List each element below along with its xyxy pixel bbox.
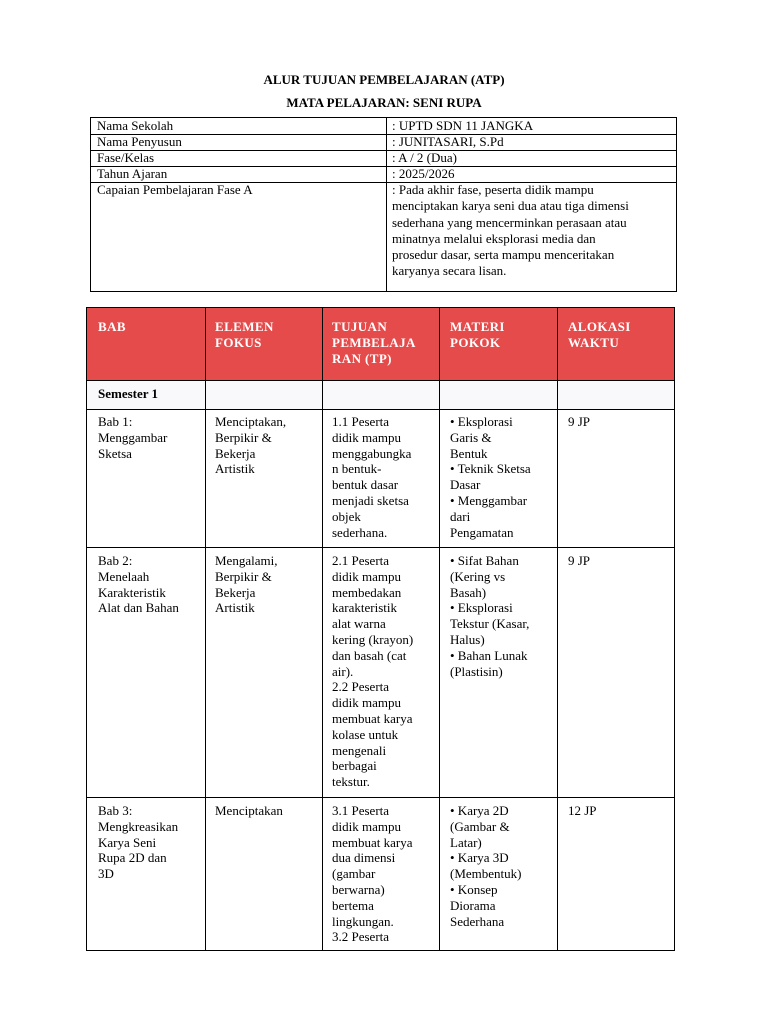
row2-waktu: 9 JP <box>568 553 591 568</box>
row-divider <box>87 547 674 548</box>
info-row-cp <box>91 182 676 292</box>
cp-line: prosedur dasar, serta mampu menceritakan <box>392 247 615 263</box>
header-line: ALOKASI <box>568 319 631 334</box>
info-row-school <box>91 118 676 135</box>
info-label: Nama Penyusun <box>97 134 182 149</box>
info-table <box>90 117 677 292</box>
row3-bab: Bab 3: Mengkreasikan Karya Seni Rupa 2D dan 3D <box>98 803 179 882</box>
header-line: ELEMEN <box>215 319 274 334</box>
row2-tujuan: 2.1 Peserta didik mampu membedakan karakteristik alat warna kering (krayon) dan basah (cat air). 2.2 Peserta didik mampu membuat karya kolase untuk mengenali berbagai tekstur. <box>332 553 414 790</box>
header-line: TUJUAN <box>332 319 388 334</box>
info-label: Tahun Ajaran <box>97 166 168 181</box>
info-label: Nama Sekolah <box>97 118 174 133</box>
row3-tujuan: 3.1 Peserta didik mampu membuat karya dua dimensi (gambar berwarna) bertema lingkungan. 3.2 Peserta <box>332 803 413 945</box>
row1-waktu: 9 JP <box>568 414 591 429</box>
semester-label: Semester 1 <box>98 386 159 401</box>
header-line: MATERI <box>450 319 505 334</box>
row3-elemen: Menciptakan <box>215 803 283 818</box>
header-bab <box>98 319 126 335</box>
column-divider <box>557 308 558 950</box>
header-line: PEMBELAJA <box>332 335 416 350</box>
row3-waktu: 12 JP <box>568 803 597 818</box>
row1-elemen: Menciptakan, Berpikir & Bekerja Artistik <box>215 414 287 477</box>
info-row-author <box>91 134 676 151</box>
cp-line: minatnya melalui eksplorasi media dan <box>392 230 596 246</box>
row2-bab: Bab 2: Menelaah Karakteristik Alat dan Bahan <box>98 553 179 616</box>
row2-elemen: Mengalami, Berpikir & Bekerja Artistik <box>215 553 278 616</box>
info-label: Capaian Pembelajaran Fase A <box>97 182 253 197</box>
info-value: : UPTD SDN 11 JANGKA <box>392 118 534 133</box>
header-alokasi <box>568 319 631 351</box>
header-line: POKOK <box>450 335 501 350</box>
header-line: BAB <box>98 319 126 334</box>
header-tujuan <box>332 319 416 367</box>
header-line: RAN (TP) <box>332 351 392 366</box>
semester-row-bg <box>87 381 674 409</box>
info-value: : JUNITASARI, S.Pd <box>392 134 504 149</box>
info-row-class <box>91 150 676 167</box>
document-subtitle: MATA PELAJARAN: SENI RUPA <box>286 95 482 110</box>
row-divider <box>87 797 674 798</box>
row-divider <box>87 409 674 410</box>
column-divider <box>439 308 440 950</box>
document-title: ALUR TUJUAN PEMBELAJARAN (ATP) <box>263 72 505 87</box>
cp-line: karyanya secara lisan. <box>392 263 507 279</box>
header-line: FOKUS <box>215 335 262 350</box>
cp-line: sederhana yang mencerminkan perasaan atau <box>392 214 627 230</box>
info-row-year <box>91 166 676 183</box>
info-value: : 2025/2026 <box>392 166 455 181</box>
row1-bab: Bab 1: Menggambar Sketsa <box>98 414 168 461</box>
column-divider <box>322 308 323 950</box>
info-value-cp <box>392 182 670 280</box>
header-line: WAKTU <box>568 335 620 350</box>
row1-materi: • Eksplorasi Garis & Bentuk • Teknik Sketsa Dasar • Menggambar dari Pengamatan <box>450 414 531 540</box>
cp-line: : Pada akhir fase, peserta didik mampu <box>392 182 594 197</box>
row3-materi: • Karya 2D (Gambar & Latar) • Karya 3D (Membentuk) • Konsep Diorama Sederhana <box>450 803 522 929</box>
info-value: : A / 2 (Dua) <box>392 150 457 165</box>
cp-line: menciptakan karya seni dua atau tiga dimensi <box>392 198 629 214</box>
column-divider <box>205 308 206 950</box>
row2-materi: • Sifat Bahan (Kering vs Basah) • Eksplorasi Tekstur (Kasar, Halus) • Bahan Lunak (Plastisin) <box>450 553 530 679</box>
header-elemen <box>215 319 274 351</box>
header-materi <box>450 319 505 351</box>
info-label: Fase/Kelas <box>97 150 155 165</box>
atp-table <box>86 307 675 951</box>
row1-tujuan: 1.1 Peserta didik mampu menggabungka n bentuk- bentuk dasar menjadi sketsa objek sederhana. <box>332 414 412 540</box>
